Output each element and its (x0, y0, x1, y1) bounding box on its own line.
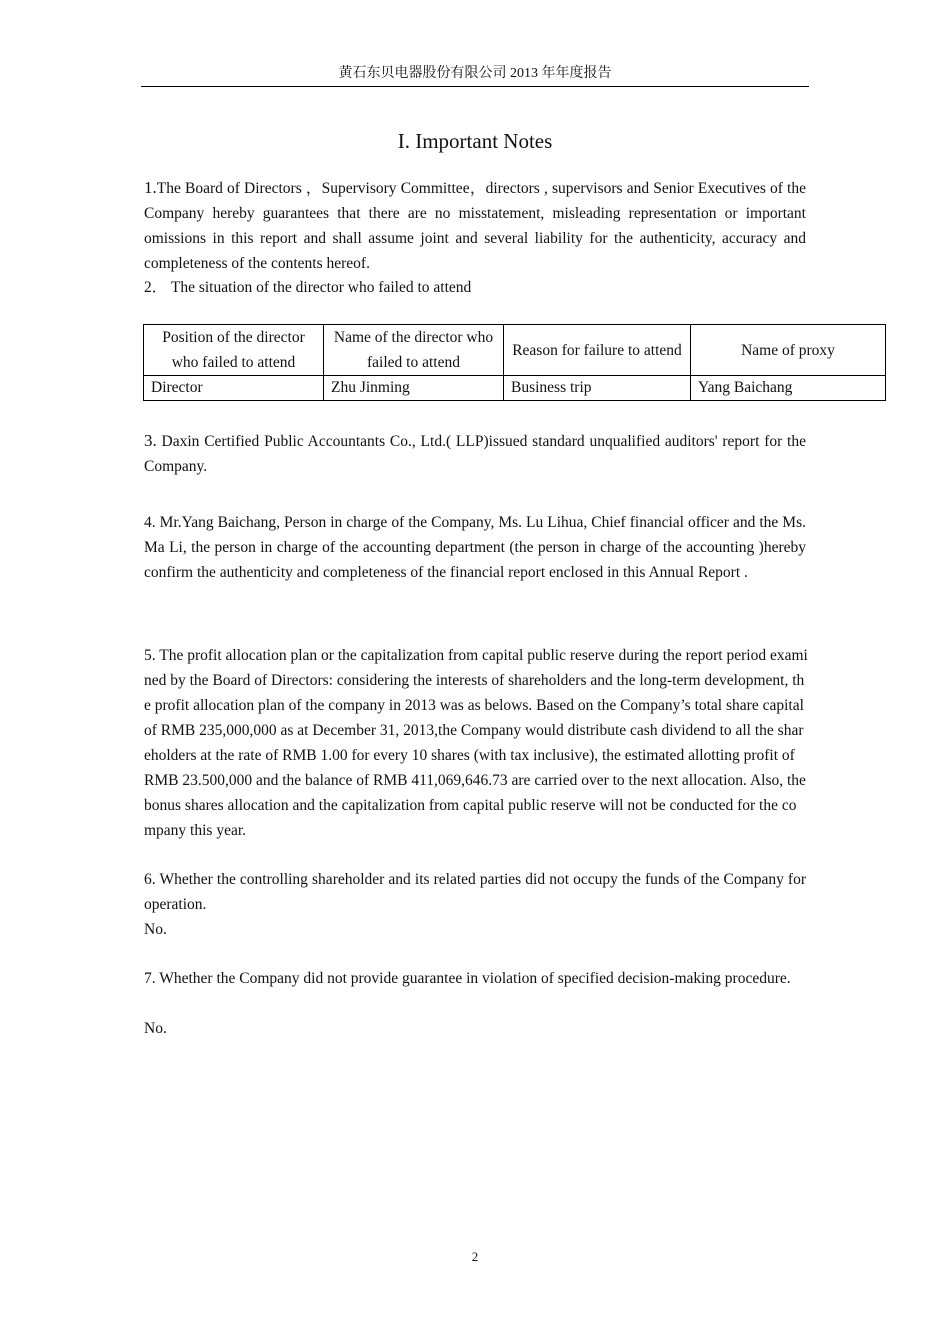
note-7: 7. Whether the Company did not provide guarantee in violation of specified decision-making procedure. (144, 970, 791, 987)
table-row (144, 376, 886, 401)
note-1-number: 1. (144, 178, 157, 197)
note-3 (144, 428, 806, 479)
table-header-row (144, 325, 886, 376)
note-6: 6. Whether the controlling shareholder and its related parties did not occupy the funds of the Company for operation. (144, 871, 806, 913)
note-5: 5. The profit allocation plan or the capitalization from capital public reserve during the report period examined by the Board of Directors: considering the interests of shareholders and the long-term development, the profit allocation plan of the company in 2013 was as belows. Based on the Company’s total share capital of RMB 235,000,000 as at December 31, 2013,the Company would distribute cash dividend to all the shareholders at the rate of RMB 1.00 for every 10 shares (with tax inclusive), the estimated allotting profit of RMB 23.500,000 and the balance of RMB 411,069,646.73 are carried over to the next allocation. Also, the bonus shares allocation and the capitalization from capital public reserve will not be conducted for the company this year. (144, 647, 808, 839)
table-cell-name: Zhu Jinming (324, 376, 504, 401)
table-cell-position: Director (144, 376, 324, 401)
note-3-text: Daxin Certified Public Accountants Co., Ltd.( LLP)issued standard unqualified auditors' report for the Company. (144, 433, 806, 475)
column-header-position: Position of the director who failed to attend (144, 325, 324, 376)
note-6-answer: No. (144, 921, 167, 938)
table-cell-proxy: Yang Baichang (691, 376, 886, 401)
note-4: 4. Mr.Yang Baichang, Person in charge of the Company, Ms. Lu Lihua, Chief financial officer and the Ms. Ma Li, the person in charge of the accounting department (the person in charge of the accounting )hereby confirm the authenticity and completeness of the financial report enclosed in this Annual Report . (144, 514, 806, 581)
page-header: 黄石东贝电器股份有限公司 2013 年年度报告 (141, 64, 809, 87)
note-3-number: 3. (144, 431, 157, 450)
note-1-text: The Board of Directors ，Supervisory Committee，directors , supervisors and Senior Executives of the Company hereby guarantees that there are no misstatement, misleading representation or important omissions in this report and shall assume joint and several liability for the authenticity, accuracy and completeness of the contents hereof. (144, 180, 806, 272)
column-header-proxy: Name of proxy (691, 325, 886, 376)
page-number: 2 (471, 1249, 479, 1264)
note-7-answer: No. (144, 1020, 167, 1037)
table-cell-reason: Business trip (504, 376, 691, 401)
column-header-name: Name of the director who failed to attend (324, 325, 504, 376)
column-header-reason: Reason for failure to attend (504, 325, 691, 376)
section-title: I. Important Notes (397, 129, 553, 153)
note-2: 2． The situation of the director who failed to attend (144, 279, 472, 296)
absent-director-table (143, 324, 886, 401)
note-1 (144, 175, 806, 276)
